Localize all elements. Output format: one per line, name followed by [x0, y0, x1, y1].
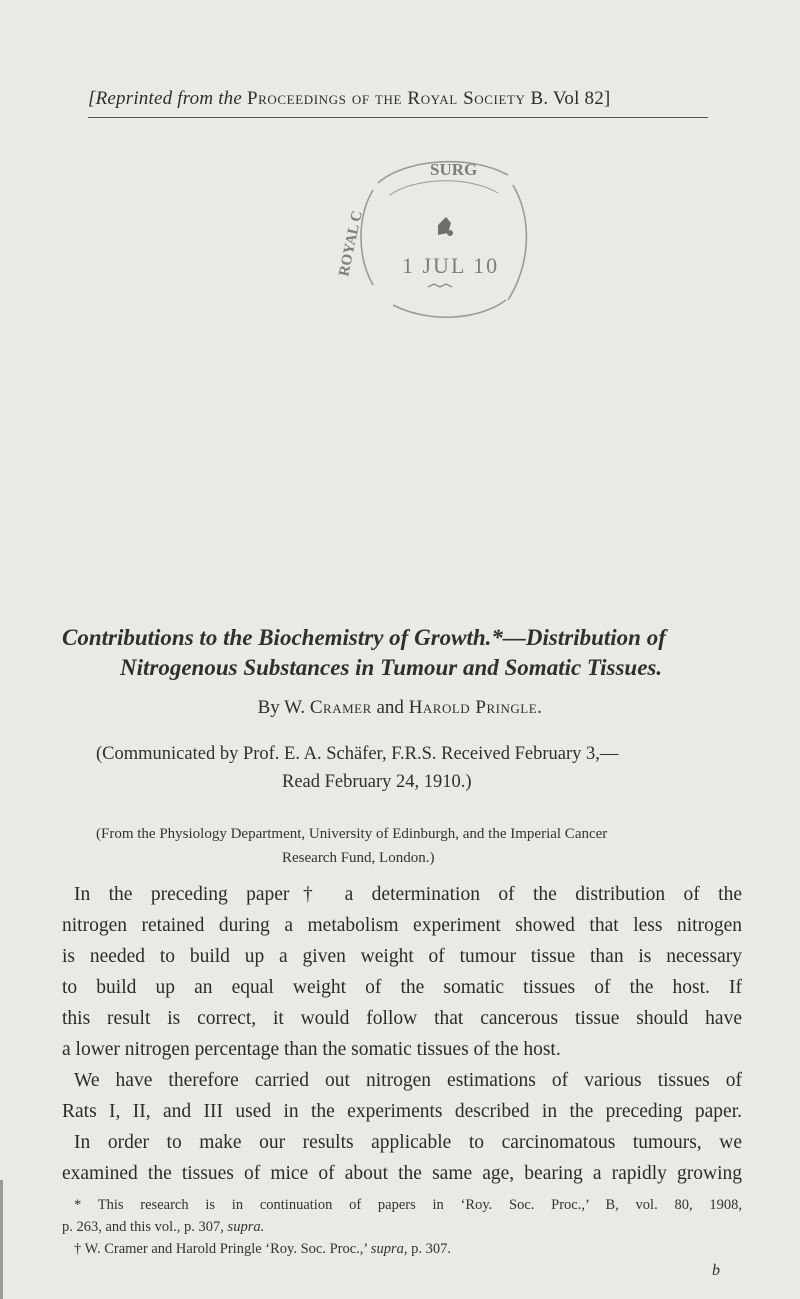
body-line: In the preceding paper† a determination of the distribution of the [74, 884, 742, 905]
author-and: and [376, 697, 404, 718]
affiliation-line-2: Research Fund, London.) [282, 850, 435, 866]
volume-label: B. Vol 82] [530, 88, 611, 109]
footnote-1-cont: p. 263, and this vol., p. 307, supra. [62, 1219, 265, 1235]
communication-line-1: (Communicated by Prof. E. A. Schäfer, F.R.S. Received February 3,— [96, 744, 619, 764]
body-line: this result is correct, it would follow that cancerous tissue should have [62, 1008, 742, 1029]
binding-edge [0, 1180, 3, 1299]
library-stamp-icon [318, 145, 558, 325]
body-line: nitrogen retained during a metabolism experiment showed that less nitrogen [62, 915, 742, 936]
author-by: By W. [257, 697, 306, 718]
author-1: Cramer [309, 697, 372, 718]
body-line: We have therefore carried out nitrogen estimations of various tissues of [74, 1070, 742, 1091]
author-line [0, 697, 800, 719]
author-2: Harold Pringle. [408, 697, 543, 718]
body-line: to build up an equal weight of the somatic tissues of the host. If [62, 977, 742, 998]
stamp-date: 1 JUL 10 [402, 253, 500, 278]
journal-name: Proceedings of the Royal Society [246, 88, 526, 109]
body-line: a lower nitrogen percentage than the somatic tissues of the host. [62, 1039, 561, 1060]
body-line: Rats I, II, and III used in the experiments described in the preceding paper. [62, 1101, 742, 1122]
article-title-line-2: Nitrogenous Substances in Tumour and Somatic Tissues. [120, 655, 663, 680]
stamp-left-text: ROYAL C [336, 209, 366, 278]
running-header [88, 88, 728, 110]
signature-mark: b [712, 1262, 720, 1279]
footnote-1: * This research is in continuation of papers in ‘Roy. Soc. Proc.,’ B, vol. 80, 1908, [74, 1197, 742, 1213]
body-line: is needed to build up a given weight of tumour tissue than is necessary [62, 946, 742, 967]
article-title-line-1: Contributions to the Biochemistry of Growth.*—Distribution of [62, 625, 666, 650]
header-rule [88, 117, 708, 118]
stamp-top-text: SURG [430, 160, 478, 179]
footnote-2: † W. Cramer and Harold Pringle ‘Roy. Soc. Proc.,’ supra, p. 307. [74, 1241, 451, 1257]
communication-line-2: Read February 24, 1910.) [282, 772, 472, 792]
affiliation-line-1: (From the Physiology Department, University of Edinburgh, and the Imperial Cancer [96, 826, 608, 842]
body-line: examined the tissues of mice of about the same age, bearing a rapidly growing [62, 1163, 742, 1184]
reprint-note: [Reprinted from the [88, 88, 243, 109]
body-line: In order to make our results applicable to carcinomatous tumours, we [74, 1132, 742, 1153]
